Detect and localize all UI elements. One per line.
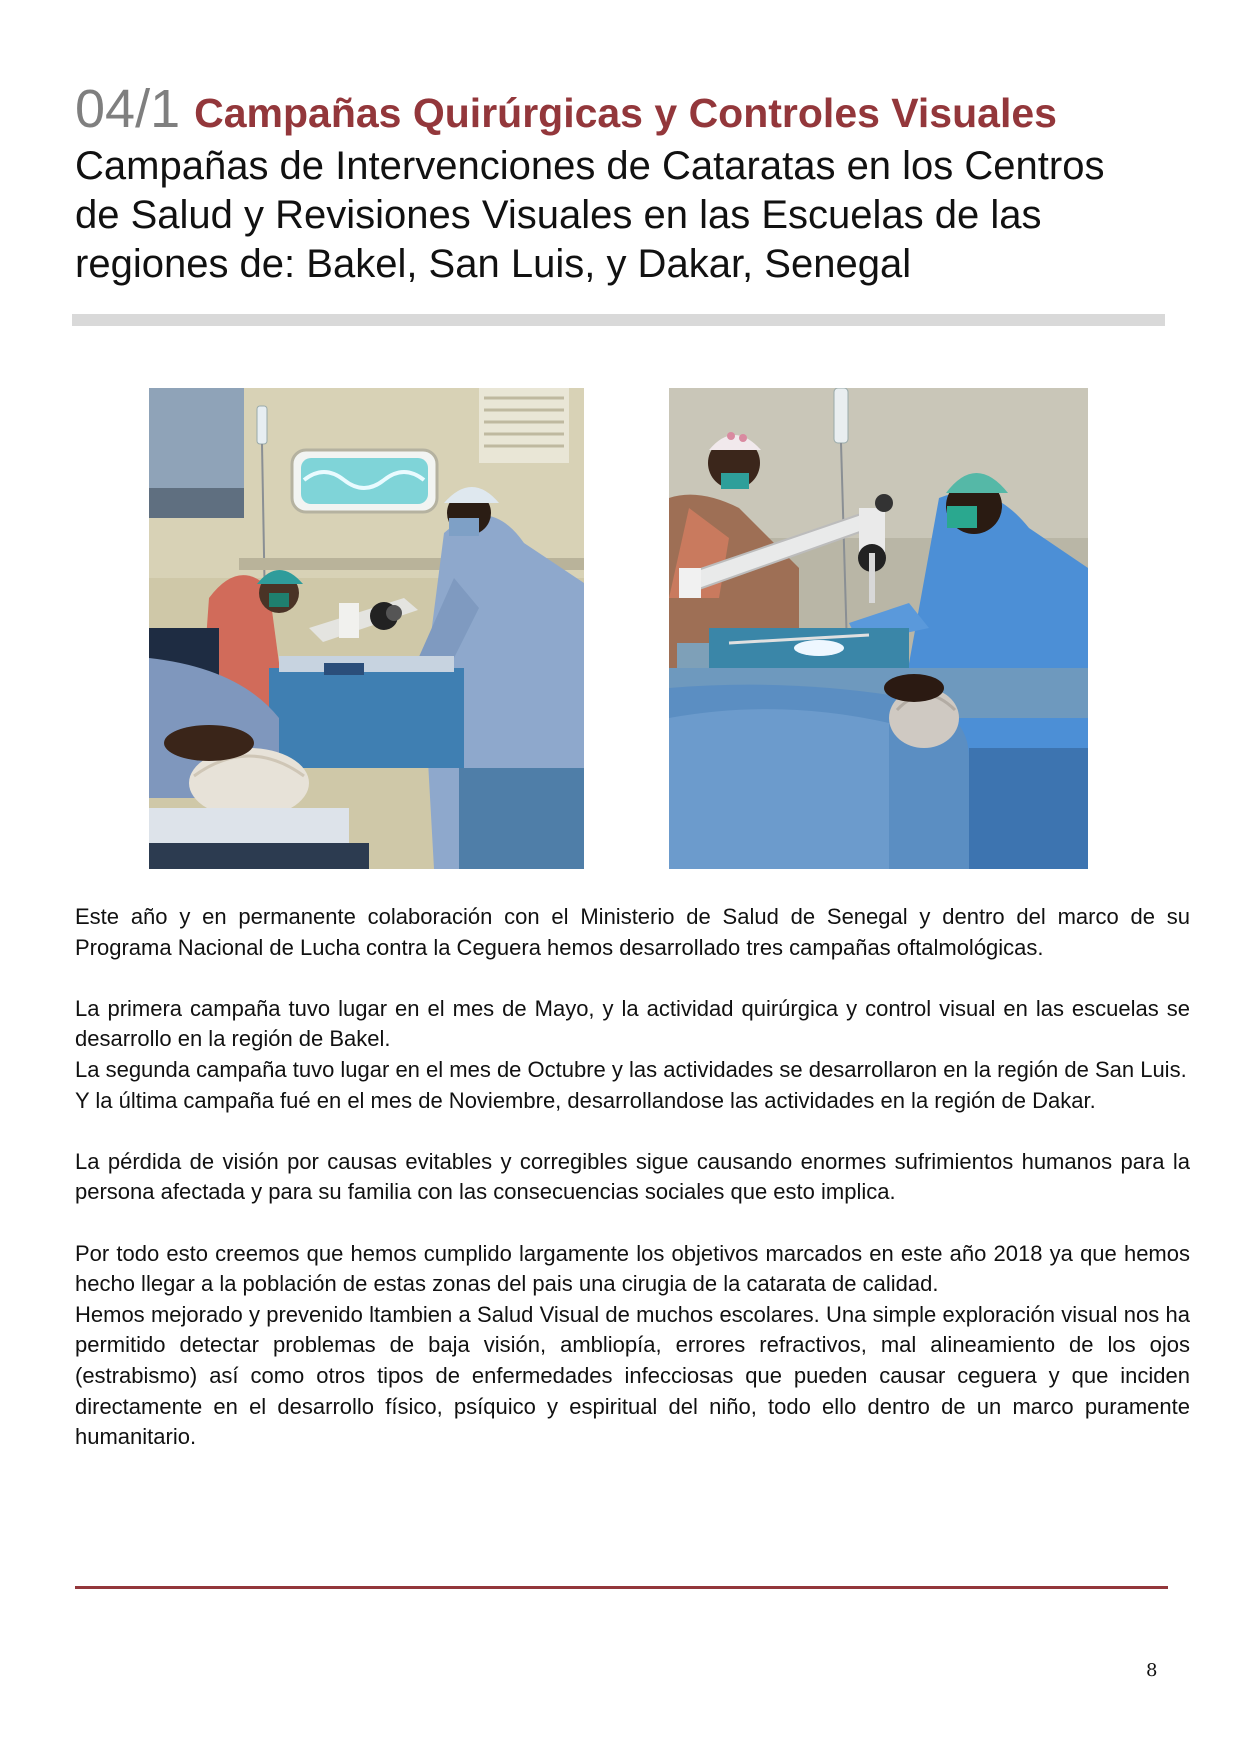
photo-cataract-surgery-in-progress	[669, 388, 1088, 869]
header-divider	[72, 314, 1165, 326]
paragraph: Este año y en permanente colaboración con el Ministerio de Salud de Senegal y dentro del marco de su Programa Nacional de Lucha contra la Ceguera hemos desarrollado tres campañas oftalmológicas.	[75, 904, 1190, 960]
subtitle-line: Campañas de Intervenciones de Cataratas en los Centros	[75, 144, 1105, 188]
paragraph: La pérdida de visión por causas evitables y corregibles sigue causando enormes sufrimientos humanos para la persona afectada y para su familia con las consecuencias sociales que esto implica.	[75, 1148, 1190, 1205]
page-subtitle	[75, 142, 1185, 289]
paragraph: Hemos mejorado y prevenido ltambien a Salud Visual de muchos escolares. Una simple exploración visual nos ha permitido detectar problemas de baja visión, ambliopía, errores refractivos, mal alineamiento de los ojos (estrabismo) así como otros tipos de enfermedades infecciosas que pueden causar ceguera y que inciden directamente en el desarrollo físico, psíquico y espiritual del niño, todo ello dentro de un marco puramente humanitario.	[75, 1301, 1190, 1450]
paragraph: Por todo esto creemos que hemos cumplido largamente los objetivos marcados en este año 2018 ya que hemos hecho llegar a la población de estas zonas del pais una cirugia de la catarata de calidad.	[75, 1240, 1190, 1297]
heading-line	[75, 79, 1185, 139]
paragraph: Y la última campaña fué en el mes de Noviembre, desarrollandose las actividades en la región de Dakar.	[75, 1087, 1096, 1113]
photo-operating-room-surgeon-and-nurse	[149, 388, 584, 869]
footer-divider	[75, 1586, 1168, 1589]
subtitle-line: de Salud y Revisiones Visuales en las Escuelas de las	[75, 193, 1042, 237]
page-header	[75, 79, 1185, 289]
paragraph: La segunda campaña tuvo lugar en el mes de Octubre y las actividades se desarrollaron en la región de San Luis.	[75, 1056, 1187, 1082]
page-number: 8	[1146, 1660, 1158, 1681]
subtitle-line: regiones de: Bakel, San Luis, y Dakar, Senegal	[75, 242, 912, 286]
section-number: 04/1	[75, 79, 181, 139]
section-title: Campañas Quirúrgicas y Controles Visuales	[194, 90, 1057, 136]
body-text	[75, 902, 1190, 1453]
paragraph: La primera campaña tuvo lugar en el mes de Mayo, y la actividad quirúrgica y control visual en las escuelas se desarrollo en la región de Bakel.	[75, 995, 1190, 1052]
